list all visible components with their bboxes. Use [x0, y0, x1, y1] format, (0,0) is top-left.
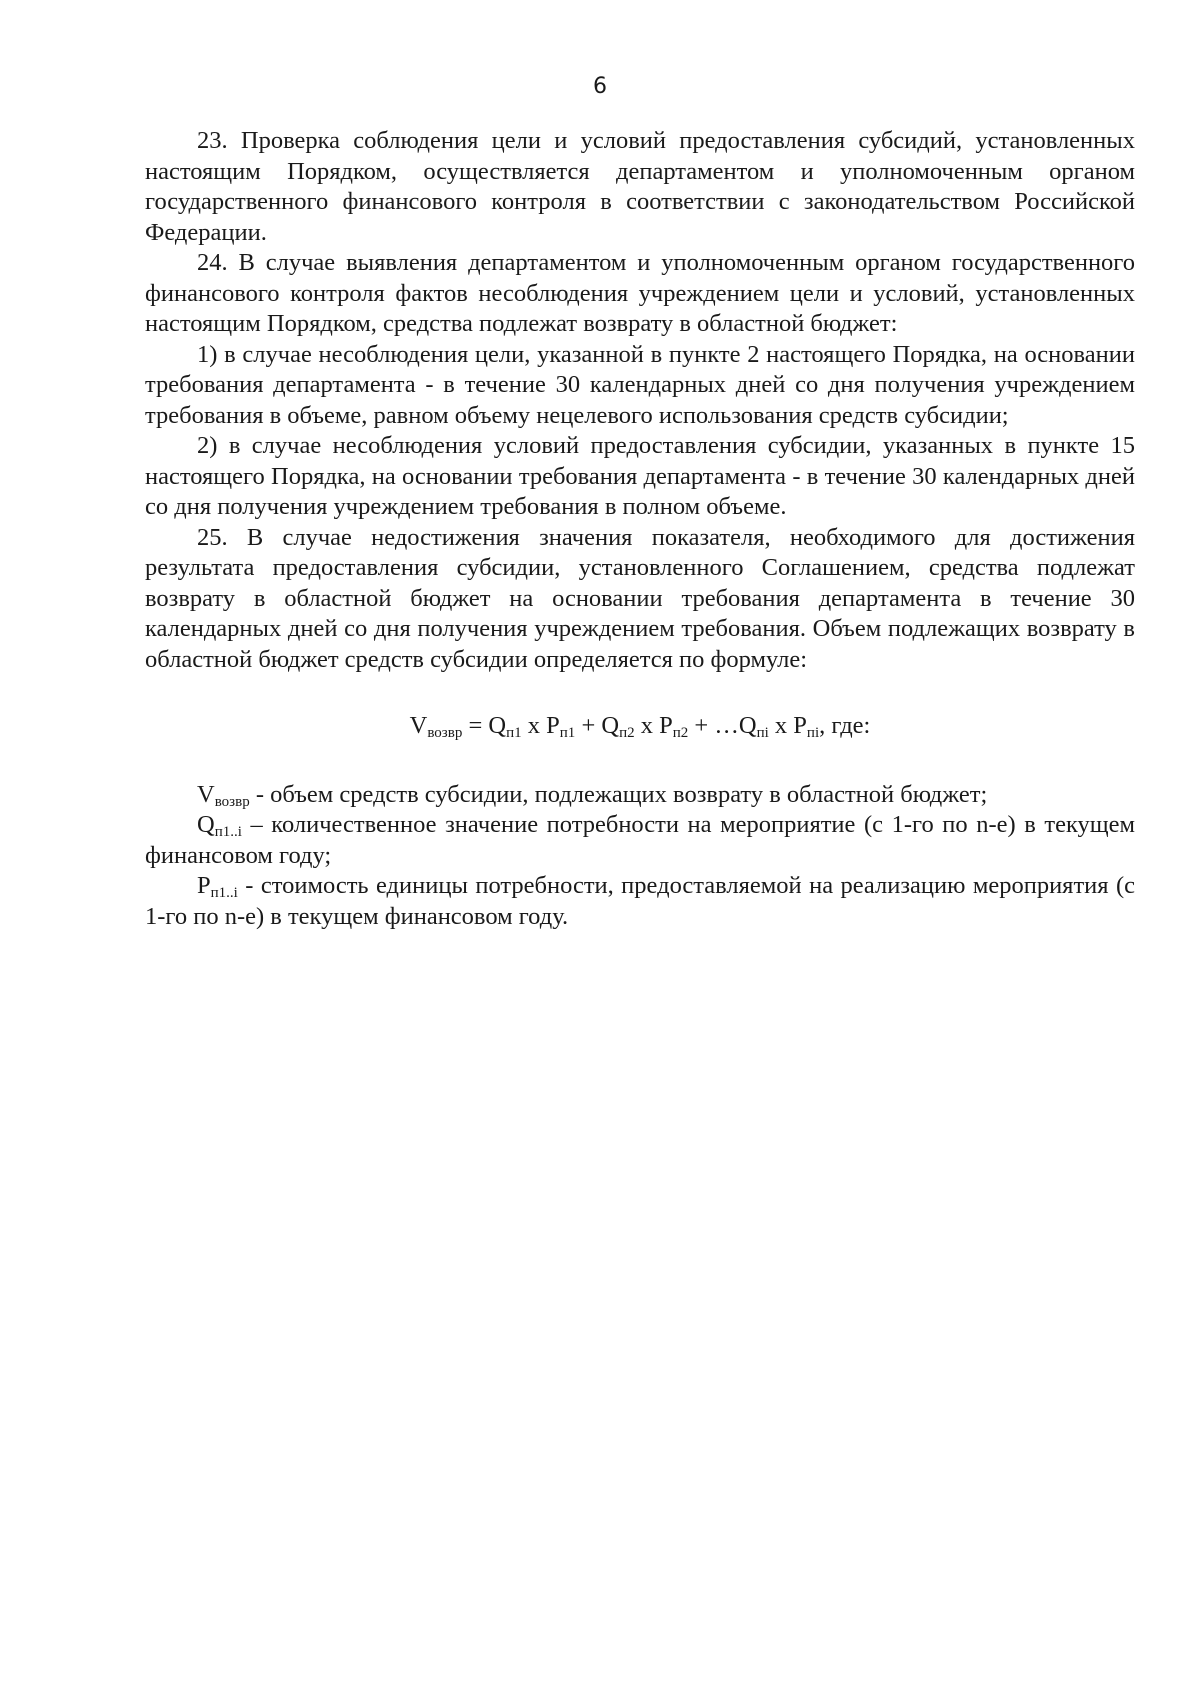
formula-v: V: [409, 712, 428, 739]
formula-x1: x: [521, 712, 547, 739]
paragraph-24: 24. В случае выявления департаментом и уполномоченным органом государственного финансового контроля фактов несоблюдения учреждением цели и условий, установленных настоящим Порядком, средства подлежат возврату в областной бюджет:: [145, 249, 1135, 337]
formula-x3: x: [768, 712, 794, 739]
paragraph-24-item-2: 2) в случае несоблюдения условий предоставления субсидии, указанных в пункте 15 настоящего Порядка, на основании требования департамента - в течение 30 календарных дней со дня получения учреждением требования в полном объеме.: [145, 432, 1135, 520]
formula-qi-sub: пi: [756, 725, 769, 741]
formula-p1: P: [546, 712, 560, 739]
formula-qi: Q: [738, 712, 757, 739]
definition-q: [145, 810, 1135, 871]
formula-q2: Q: [601, 712, 620, 739]
return-volume-formula: [145, 711, 1135, 742]
definition-q-text: – количественное значение потребности на мероприятие (с 1-го по n-е) в текущем финансовом году;: [145, 811, 1135, 869]
formula-p1-sub: п1: [559, 725, 576, 741]
definition-v-sub: возвр: [214, 793, 250, 810]
formula-tail: , где:: [819, 712, 871, 739]
formula-q2-sub: п2: [619, 725, 635, 741]
formula-plus1: +: [575, 712, 602, 739]
definition-p-text: - стоимость единицы потребности, предоставляемой на реализацию мероприятия (с 1-го по n-е) в текущем финансовом году.: [145, 872, 1135, 930]
formula-v-sub: возвр: [427, 725, 463, 741]
definition-p-sub: п1..i: [210, 885, 238, 901]
definition-p: [145, 871, 1135, 932]
definition-v: [145, 780, 1135, 811]
definition-v-symbol: V: [197, 780, 215, 808]
definition-q-symbol: Q: [197, 811, 215, 838]
paragraph-23: 23. Проверка соблюдения цели и условий предоставления субсидий, установленных настоящим Порядком, осуществляется департаментом и уполномоченным органом государственного финансового контроля в соответствии с законодательством Российской Федерации.: [145, 127, 1135, 246]
formula-q1-sub: п1: [506, 725, 522, 741]
formula-pi: P: [793, 712, 807, 739]
formula-eq: =: [462, 712, 489, 739]
definition-p-symbol: P: [197, 872, 211, 899]
formula-q1: Q: [488, 712, 507, 739]
paragraph-25: 25. В случае недостижения значения показателя, необходимого для достижения результата предоставления субсидии, установленного Соглашением, средства подлежат возврату в областной бюджет на основании требования департамента в течение 30 календарных дней со дня получения учреждением требования. Объем подлежащих возврату в областной бюджет средств субсидии определяется по формуле:: [145, 523, 1135, 673]
document-body: [145, 126, 1135, 932]
formula-p2-sub: п2: [672, 725, 689, 741]
formula-p2: P: [659, 712, 673, 739]
definition-q-sub: п1..i: [214, 824, 242, 840]
formula-plus2: + …: [688, 712, 739, 739]
definition-v-text: - объем средств субсидии, подлежащих возврату в областной бюджет;: [249, 780, 988, 808]
page-number: 6: [593, 74, 607, 99]
formula-x2: x: [634, 712, 660, 739]
formula-pi-sub: пi: [806, 725, 820, 741]
paragraph-24-item-1: 1) в случае несоблюдения цели, указанной в пункте 2 настоящего Порядка, на основании требования департамента - в течение 30 календарных дней со дня получения учреждением требования в объеме, равном объему нецелевого использования средств субсидии;: [145, 340, 1135, 429]
